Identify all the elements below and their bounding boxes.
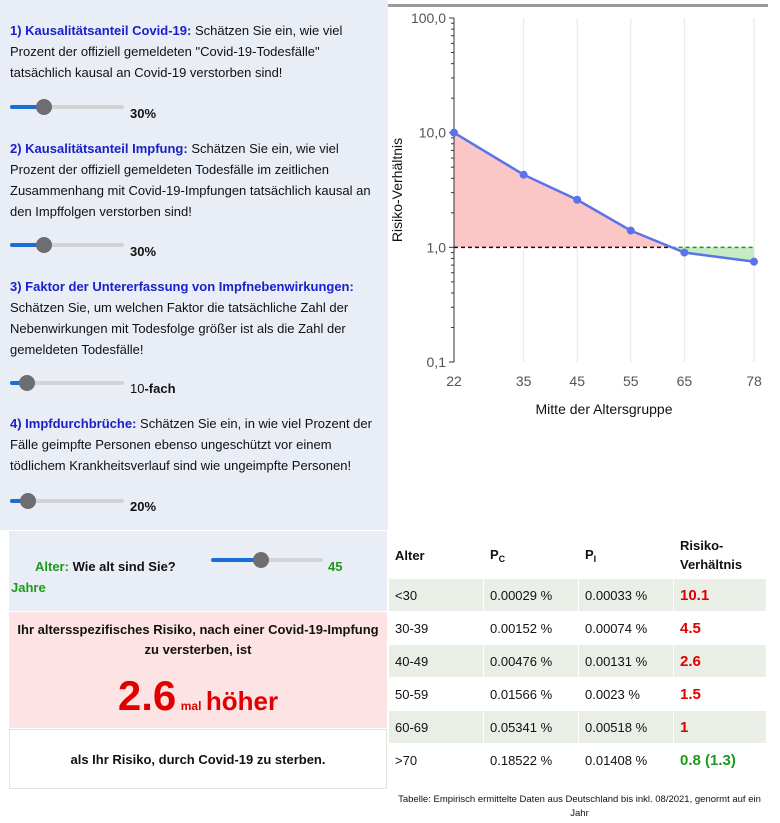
question-2-unit: %: [144, 244, 157, 259]
y-tick-label: 0,1: [426, 354, 446, 370]
table-row: [389, 645, 767, 678]
risk-mal: mal: [180, 699, 202, 713]
data-point: [627, 227, 635, 235]
x-tick-label: 45: [569, 373, 586, 389]
table-row: [389, 678, 767, 711]
chart-area-fills: [454, 133, 754, 262]
risk-ratio-value: 0.8 (1.3): [680, 751, 736, 769]
question-1-unit: %: [144, 106, 157, 121]
x-tick-label: 22: [446, 373, 462, 389]
cell-pc: 0.18522 %: [484, 744, 579, 777]
cell-pc: 0.01566 %: [484, 678, 579, 711]
data-point: [573, 196, 581, 204]
y-tick-label: 10,0: [418, 124, 446, 141]
header-pi: [579, 532, 674, 579]
header-rv: Risiko-Verhältnis: [674, 532, 767, 579]
cell-pc: 0.05341 %: [484, 711, 579, 744]
cell-pi: 0.00074 %: [579, 612, 674, 645]
header-pi-letter: P: [585, 546, 594, 562]
data-point: [750, 258, 758, 266]
question-1-body: Schätzen Sie ein, wie viel Prozent der offiziell gemeldeten "Covid-19-Todesfälle" tatsächlich kausal an Covid-19 verstorben sind!: [10, 23, 343, 80]
x-tick-label: 65: [676, 373, 693, 389]
question-3-body: Schätzen Sie, um welchen Faktor die tatsächliche Zahl der Nebenwirkungen mit Todesfolge größer ist als die Zahl der gemeldeten Todesfälle!: [10, 300, 349, 357]
question-1-title: 1) Kausalitätsanteil Covid-19:: [10, 23, 192, 38]
data-point: [450, 129, 458, 137]
chart-canvas: [388, 0, 768, 428]
cell-risk-ratio: [674, 645, 767, 678]
slider-thumb[interactable]: [36, 237, 52, 253]
cell-pc: 0.00152 %: [484, 612, 579, 645]
risk-factor-line: [9, 672, 387, 720]
cell-risk-ratio: [674, 612, 767, 645]
header-pi-sub: I: [593, 553, 597, 564]
risk-factor: 2.6: [117, 672, 177, 719]
x-tick-label: 78: [746, 373, 762, 389]
question-1-number: 30: [130, 106, 145, 121]
question-4-slider[interactable]: [10, 493, 124, 509]
risk-word: höher: [205, 686, 279, 716]
question-1-text: [10, 20, 382, 83]
table-row: [389, 711, 767, 744]
cell-alter: 60-69: [389, 711, 484, 744]
cell-pc: 0.00029 %: [484, 579, 579, 612]
area-above-reference: [454, 133, 672, 248]
question-2-text: [10, 138, 382, 222]
question-2-title: 2) Kausalitätsanteil Impfung:: [10, 141, 188, 156]
risk-compare-text: als Ihr Risiko, durch Covid-19 zu sterben.: [70, 752, 326, 767]
question-3-number: 10: [130, 381, 145, 396]
question-1-slider[interactable]: [10, 99, 124, 115]
question-4-number: 20: [130, 499, 145, 514]
cell-alter: 50-59: [389, 678, 484, 711]
table-row: [389, 744, 767, 777]
cell-pi: 0.00131 %: [579, 645, 674, 678]
table-header-row: [389, 532, 767, 579]
slider-thumb[interactable]: [36, 99, 52, 115]
table-caption: Tabelle: Empirisch ermittelte Daten aus Deutschland bis inkl. 08/2021, genormt auf ein Jahr: [398, 794, 761, 819]
question-4-title: 4) Impfdurchbrüche:: [10, 416, 137, 431]
risk-result-box: [9, 612, 387, 728]
question-2-body: Schätzen Sie ein, wie viel Prozent der offiziell gemeldeten Todesfälle im zeitlichen Zusammenhang mit Covid-19-Impfungen tatsächlich kausal an den Impffolgen verstorben sind!: [10, 141, 371, 219]
data-point: [520, 171, 528, 179]
age-label-text: Wie alt sind Sie?: [68, 559, 176, 574]
age-unit: Jahre: [11, 580, 46, 595]
risk-ratio-value: 1.5: [680, 685, 701, 703]
cell-risk-ratio: [674, 744, 767, 777]
risk-table: [388, 531, 767, 777]
question-2-slider[interactable]: [10, 237, 124, 253]
slider-thumb[interactable]: [19, 375, 35, 391]
cell-alter: >70: [389, 744, 484, 777]
question-3-slider[interactable]: [10, 375, 124, 391]
question-1-value: [130, 106, 156, 121]
question-3-text: [10, 276, 382, 360]
risk-ratio-value: 1: [680, 718, 689, 736]
age-value: 45: [328, 559, 343, 574]
question-4-unit: %: [144, 499, 157, 514]
y-axis-label: Risiko-Verhältnis: [389, 137, 405, 243]
cell-risk-ratio: [674, 579, 767, 612]
data-point: [680, 249, 688, 257]
question-4-text: [10, 413, 382, 476]
y-tick-label: 1,0: [426, 239, 446, 256]
header-pc: [484, 532, 579, 579]
question-2-number: 30: [130, 244, 145, 259]
cell-alter: 40-49: [389, 645, 484, 678]
header-alter: Alter: [389, 532, 484, 579]
risk-ratio-value: 2.6: [680, 652, 701, 670]
cell-risk-ratio: [674, 678, 767, 711]
slider-thumb[interactable]: [20, 493, 36, 509]
question-2-value: [130, 244, 156, 259]
question-4-body: Schätzen Sie ein, in wie viel Prozent der Fälle geimpfte Personen ebenso ungeschützt vor einem tödlichem Krankheitsverlauf sind wie ungeimpfte Personen!: [10, 416, 372, 473]
header-pc-letter: P: [490, 546, 499, 562]
age-label-colored: Alter:: [35, 559, 69, 574]
risk-ratio-value: 4.5: [680, 619, 701, 637]
risk-ratio-value: 10.1: [680, 586, 710, 604]
x-tick-label: 55: [622, 373, 639, 389]
question-3-unit: -fach: [144, 381, 176, 396]
x-axis-label: Mitte der Altersgruppe: [535, 401, 673, 417]
table-row: [389, 612, 767, 645]
slider-thumb[interactable]: [253, 552, 269, 568]
y-tick-label: 100,0: [410, 10, 446, 26]
header-pc-sub: C: [498, 553, 506, 564]
question-4-value: [130, 499, 156, 514]
cell-risk-ratio: [674, 711, 767, 744]
cell-pi: 0.00033 %: [579, 579, 674, 612]
age-selector-box: [9, 531, 387, 611]
cell-alter: <30: [389, 579, 484, 612]
question-3-value: [130, 381, 176, 396]
table-row: [389, 579, 767, 612]
cell-alter: 30-39: [389, 612, 484, 645]
question-3-title: 3) Faktor der Untererfassung von Impfnebenwirkungen:: [10, 279, 354, 294]
risk-compare-box: [9, 729, 387, 789]
cell-pi: 0.01408 %: [579, 744, 674, 777]
chart-axes: [449, 18, 454, 362]
risk-ratio-chart: [388, 0, 768, 428]
risk-headline: Ihr altersspezifisches Risiko, nach einer Covid-19-Impfung zu versterben, ist: [17, 622, 379, 657]
table-body: [389, 579, 767, 777]
cell-pi: 0.0023 %: [579, 678, 674, 711]
age-question: [35, 559, 176, 574]
cell-pc: 0.00476 %: [484, 645, 579, 678]
age-slider[interactable]: [211, 552, 323, 568]
cell-pi: 0.00518 %: [579, 711, 674, 744]
x-tick-label: 35: [515, 373, 532, 389]
